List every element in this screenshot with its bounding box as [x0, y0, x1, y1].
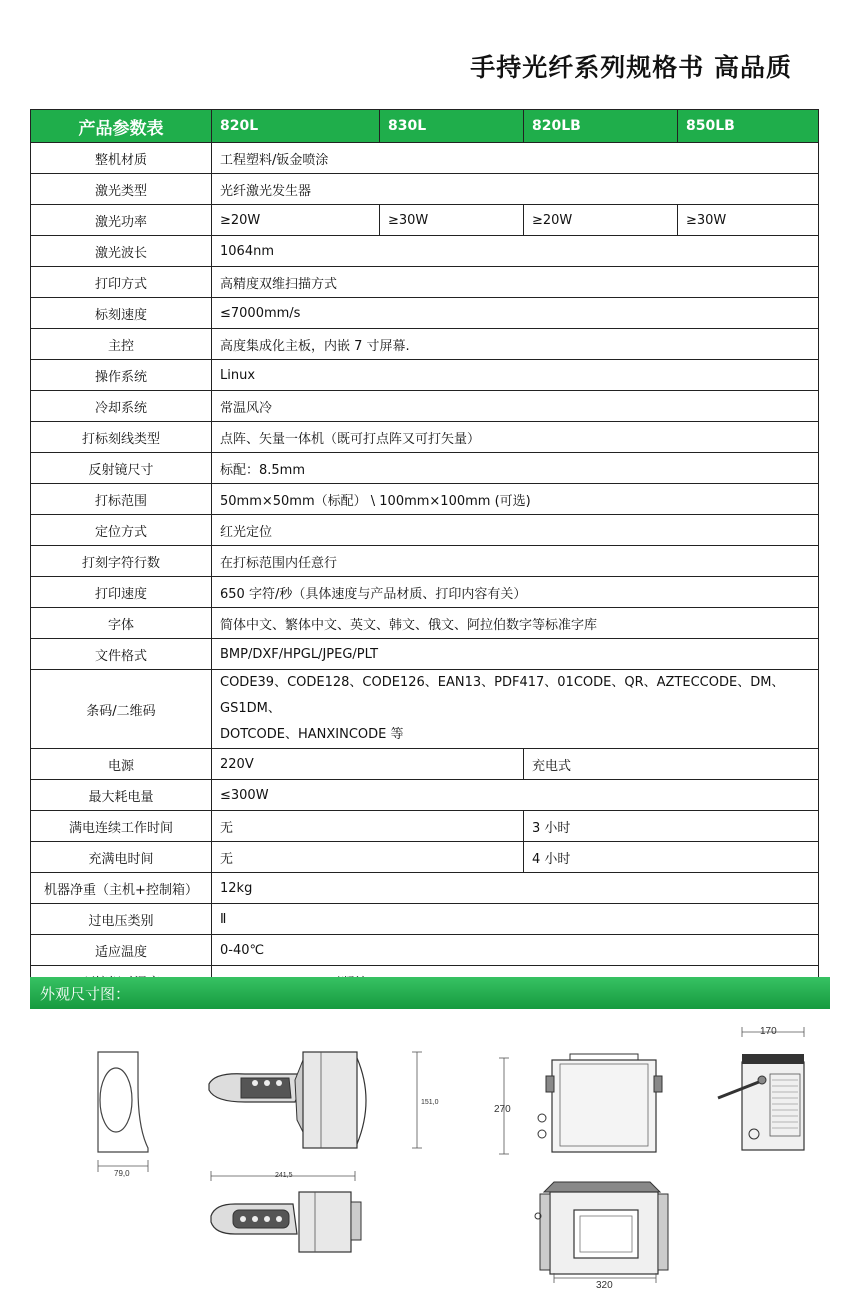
table-row	[31, 780, 819, 811]
table-row	[31, 174, 819, 205]
controller-front-drawing	[490, 1050, 675, 1160]
row-value: 简体中文、繁体中文、英文、韩文、俄文、阿拉伯数字等标准字库	[212, 608, 819, 639]
controller-top-drawing	[520, 1178, 680, 1290]
table-row	[31, 515, 819, 546]
row-label: 打标刻线类型	[31, 422, 212, 453]
table-row	[31, 298, 819, 329]
row-label: 文件格式	[31, 639, 212, 670]
table-row	[31, 267, 819, 298]
row-value: 红光定位	[212, 515, 819, 546]
dim-270: 270	[494, 1104, 511, 1115]
row-label: 激光波长	[31, 236, 212, 267]
row-value: ≤7000mm/s	[212, 298, 819, 329]
row-value: 工程塑料/钣金喷涂	[212, 143, 819, 174]
table-row	[31, 360, 819, 391]
row-value: 0-40℃	[212, 935, 819, 966]
row-label: 打印速度	[31, 577, 212, 608]
row-value: 充电式	[524, 749, 819, 780]
row-value: 高度集成化主板，内嵌 7 寸屏幕.	[212, 329, 819, 360]
row-label: 激光类型	[31, 174, 212, 205]
table-row	[31, 329, 819, 360]
row-label: 反射镜尺寸	[31, 453, 212, 484]
handheld-top-drawing	[205, 1168, 370, 1268]
row-value: 无	[212, 811, 524, 842]
table-row	[31, 546, 819, 577]
row-value-line: DOTCODE、HANXINCODE 等	[220, 727, 404, 742]
row-label: 满电连续工作时间	[31, 811, 212, 842]
row-label: 激光功率	[31, 205, 212, 236]
row-label: 充满电时间	[31, 842, 212, 873]
row-label: 标刻速度	[31, 298, 212, 329]
dim-79: 79,0	[114, 1169, 130, 1178]
dim-241: 241,5	[275, 1172, 293, 1179]
row-value: ≤300W	[212, 780, 819, 811]
row-label: 打标范围	[31, 484, 212, 515]
table-row	[31, 391, 819, 422]
handle-front-drawing	[90, 1048, 160, 1178]
table-row	[31, 935, 819, 966]
row-value: 标配：8.5mm	[212, 453, 819, 484]
row-value: 3 小时	[524, 811, 819, 842]
row-value: BMP/DXF/HPGL/JPEG/PLT	[212, 639, 819, 670]
page-title: 手持光纤系列规格书 高品质	[470, 53, 792, 82]
handheld-side-drawing	[205, 1050, 439, 1160]
row-label: 操作系统	[31, 360, 212, 391]
row-label: 主控	[31, 329, 212, 360]
row-label: 冷却系统	[31, 391, 212, 422]
header-cell: 820LB	[524, 110, 678, 143]
table-row	[31, 842, 819, 873]
row-value-line: CODE39、CODE128、CODE126、EAN13、PDF417、01CODE、QR、AZTECCODE、DM、GS1DM、	[220, 675, 785, 716]
dim-170: 170	[760, 1026, 777, 1037]
table-row	[31, 811, 819, 842]
table-row	[31, 904, 819, 935]
row-label: 最大耗电量	[31, 780, 212, 811]
row-label: 条码/二维码	[31, 670, 212, 749]
spec-table	[30, 109, 819, 997]
row-value: 50mm×50mm（标配） \ 100mm×100mm (可选)	[212, 484, 819, 515]
row-label: 机器净重（主机+控制箱）	[31, 873, 212, 904]
row-value: 4 小时	[524, 842, 819, 873]
row-label: 打刻字符行数	[31, 546, 212, 577]
row-label: 适应温度	[31, 935, 212, 966]
table-row	[31, 205, 819, 236]
row-value: ≥20W	[212, 205, 380, 236]
header-cell: 820L	[212, 110, 380, 143]
table-row	[31, 236, 819, 267]
table-row	[31, 749, 819, 780]
row-value: ≥30W	[380, 205, 524, 236]
row-value: 12kg	[212, 873, 819, 904]
table-header-row	[31, 110, 819, 143]
dimensions-heading: 外观尺寸图：	[30, 977, 830, 1009]
table-row	[31, 608, 819, 639]
row-value: Linux	[212, 360, 819, 391]
table-row	[31, 422, 819, 453]
row-label: 电源	[31, 749, 212, 780]
table-row	[31, 873, 819, 904]
row-value	[212, 670, 819, 749]
row-value: 光纤激光发生器	[212, 174, 819, 205]
row-label: 整机材质	[31, 143, 212, 174]
row-label: 定位方式	[31, 515, 212, 546]
table-row	[31, 484, 819, 515]
row-value: 高精度双维扫描方式	[212, 267, 819, 298]
header-cell: 产品参数表	[31, 110, 212, 143]
row-label: 打印方式	[31, 267, 212, 298]
table-row	[31, 453, 819, 484]
row-value: 常温风冷	[212, 391, 819, 422]
table-row	[31, 143, 819, 174]
table-row	[31, 577, 819, 608]
dim-320: 320	[596, 1280, 613, 1291]
row-value: Ⅱ	[212, 904, 819, 935]
dim-151: 151,0	[421, 1099, 439, 1106]
row-value: 在打标范围内任意行	[212, 546, 819, 577]
row-value: 220V	[212, 749, 524, 780]
table-row	[31, 670, 819, 749]
row-value: ≥20W	[524, 205, 678, 236]
row-value: 无	[212, 842, 524, 873]
row-value: 650 字符/秒（具体速度与产品材质、打印内容有关）	[212, 577, 819, 608]
row-label: 过电压类别	[31, 904, 212, 935]
controller-side-drawing	[712, 1022, 812, 1162]
row-label: 字体	[31, 608, 212, 639]
row-value: ≥30W	[678, 205, 819, 236]
table-row	[31, 639, 819, 670]
header-cell: 850LB	[678, 110, 819, 143]
row-value: 点阵、矢量一体机（既可打点阵又可打矢量）	[212, 422, 819, 453]
header-cell: 830L	[380, 110, 524, 143]
row-value: 1064nm	[212, 236, 819, 267]
